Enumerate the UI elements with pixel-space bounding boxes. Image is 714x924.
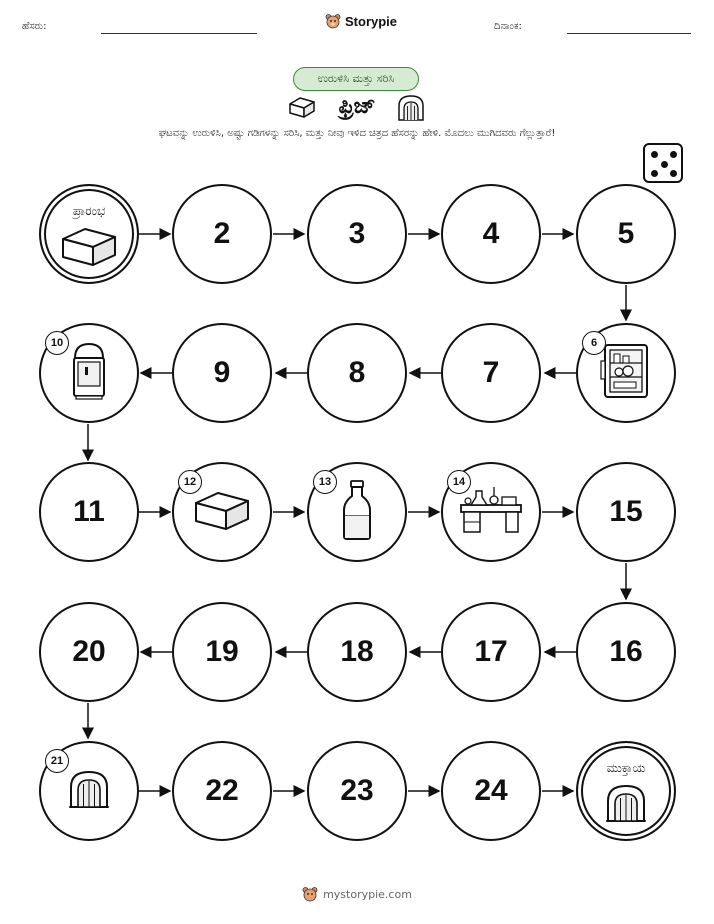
board-space-22[interactable]: [172, 741, 272, 841]
board-space-7[interactable]: [441, 323, 541, 423]
space-number-badge: 21: [45, 749, 69, 773]
game-type-pill: ಉರುಳಿಸಿ ಮತ್ತು ಸರಿಸಿ: [293, 67, 419, 91]
butter-icon: [190, 485, 254, 539]
board-space-20[interactable]: [39, 602, 139, 702]
board-space-25[interactable]: [576, 741, 676, 841]
space-number: 19: [205, 635, 239, 668]
fridge-icon: [599, 341, 653, 405]
milk-bottle-icon: [341, 478, 373, 546]
space-number: 3: [348, 217, 366, 250]
space-number-badge: 13: [313, 470, 337, 494]
space-label: ಮುಕ್ತಾಯ: [606, 761, 646, 775]
space-number: 22: [205, 774, 239, 807]
space-number: 17: [474, 635, 508, 668]
board-space-9[interactable]: [172, 323, 272, 423]
board-space-16[interactable]: [576, 602, 676, 702]
board-space-14[interactable]: [441, 462, 541, 562]
space-number: 16: [609, 635, 643, 668]
board-space-5[interactable]: [576, 184, 676, 284]
oven-icon: [67, 769, 111, 813]
board-space-23[interactable]: [307, 741, 407, 841]
space-number: 7: [482, 356, 500, 389]
space-number: 20: [72, 635, 106, 668]
board-space-8[interactable]: [307, 323, 407, 423]
space-number: 24: [474, 774, 508, 807]
board-space-15[interactable]: [576, 462, 676, 562]
lab-desk-icon: [458, 483, 524, 541]
board-space-4[interactable]: [441, 184, 541, 284]
space-number: 11: [73, 495, 105, 528]
space-number: 23: [340, 774, 374, 807]
space-number: 8: [348, 356, 366, 389]
game-title: ಫ್ರಿಜ್: [338, 94, 376, 119]
board-space-2[interactable]: [172, 184, 272, 284]
board-space-19[interactable]: [172, 602, 272, 702]
instructions: ಘಟವನ್ನು ಉರುಳಿಸಿ, ಅಷ್ಟು ಗಡಿಗಳನ್ನು ಸರಿಸಿ, ಮತ್ತು ನೀವು ಇಳಿದ ಚಿತ್ರದ ಹೆಸರನ್ನು ಹೇಳಿ. ಮೊದಲು ಮುಗಿದವರು ಗೆಲ್ಲುತ್ತಾರೆ!: [158, 128, 556, 139]
space-number: 18: [340, 635, 374, 668]
board-space-12[interactable]: [172, 462, 272, 562]
name-label: ಹೆಸರು:: [22, 21, 47, 32]
bear-logo-icon: [302, 886, 318, 902]
space-label: ಪ್ರಾರಂಭ: [72, 204, 106, 218]
space-number-badge: 6: [582, 331, 606, 355]
footer-url[interactable]: mystorypie.com: [323, 887, 412, 901]
board-space-21[interactable]: [39, 741, 139, 841]
space-number-badge: 12: [178, 470, 202, 494]
board-space-3[interactable]: [307, 184, 407, 284]
board-space-18[interactable]: [307, 602, 407, 702]
space-number: 2: [213, 217, 231, 250]
space-number: 4: [482, 217, 500, 250]
board-space-17[interactable]: [441, 602, 541, 702]
butter-icon: [57, 221, 121, 275]
board-space-13[interactable]: [307, 462, 407, 562]
space-number: 5: [617, 217, 635, 250]
board-space-1[interactable]: [39, 184, 139, 284]
oven-icon: [604, 783, 648, 827]
brand-name: Storypie: [345, 13, 398, 29]
board-space-24[interactable]: [441, 741, 541, 841]
space-number-badge: 14: [447, 470, 471, 494]
space-number-badge: 10: [45, 331, 69, 355]
footer: [0, 886, 714, 902]
board-space-6[interactable]: [576, 323, 676, 423]
date-label: ದಿನಾಂಕ:: [494, 21, 522, 32]
board-space-10[interactable]: [39, 323, 139, 423]
space-number: 9: [213, 356, 231, 389]
board-space-11[interactable]: [39, 462, 139, 562]
space-number: 15: [609, 495, 643, 528]
trash-bin-icon: [67, 340, 111, 406]
